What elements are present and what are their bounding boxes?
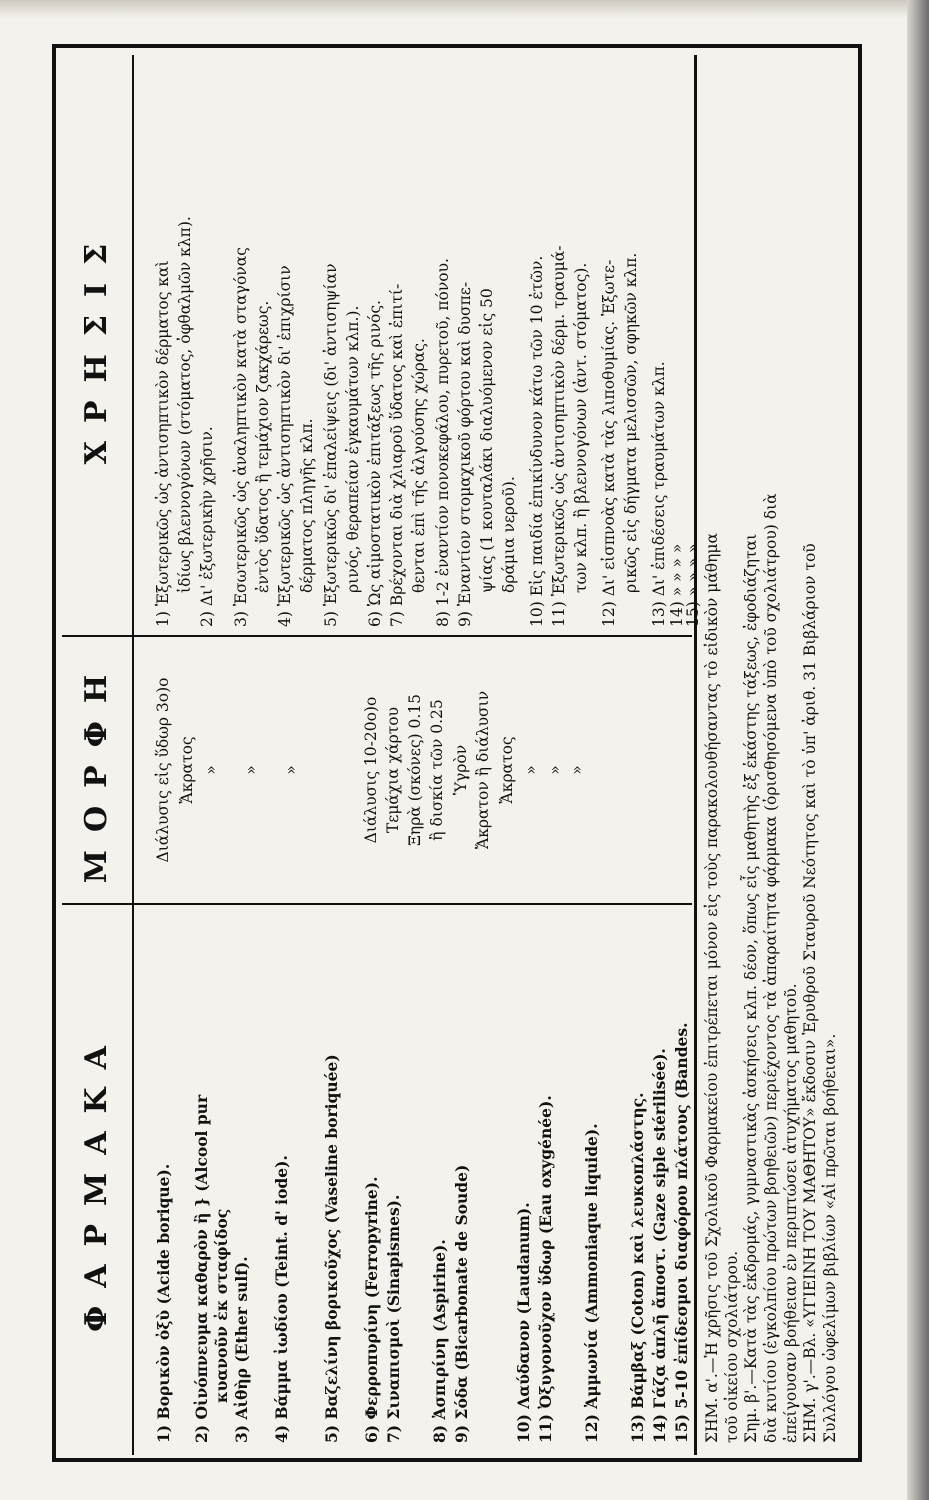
use-line: 12) Δι' εἰσπνοὰς κατὰ τὰς λιποθυμίας. Ἐξωτε- — [600, 259, 618, 627]
form-entry: Ἄκρατος — [178, 736, 196, 804]
medicine-line: 7) Σιναπισμοὶ (Sinapismes). — [384, 1194, 403, 1443]
use-line: 4) Ἐξωτερικῶς ὡς ἀντισηπτικὸν δι' ἐπιχρίσιν — [276, 265, 294, 627]
medicine-line: 5) Βαζελίνη βορικοῦχος (Vaseline boriquée) — [322, 1054, 341, 1443]
medicine-line: 6) Φερροπυρίνη (Ferropyrine). — [362, 1176, 381, 1443]
medicine-line: 14) Γάζα ἁπλῆ ἄποστ. (Gaze siple stérilisée). — [650, 1048, 669, 1443]
use-line: 10) Εἰς παιδία ἐπικίνδυνον κάτω τῶν 10 ἐτῶν. — [528, 255, 546, 627]
use-line: ρικῶς εἰς δήγματα μελισσῶν, σφηκῶν κλπ. — [622, 252, 640, 593]
medicine-line: 2) Οἰνόπνευμα καθαρὸν ἢ } (Alcool pur — [192, 1094, 211, 1443]
form-entry: Διάλυσις εἰς ὕδωρ 3ο)ο — [154, 677, 172, 863]
rotated-page — [62, 55, 852, 1455]
use-line: 9) Ἐναντίον στομαχικοῦ φόρτου καὶ δυσπε- — [456, 281, 474, 627]
medicine-line: 10) Λαύδανον (Laudanum). — [514, 1202, 533, 1443]
use-line: 3) Ἐσωτερικῶς ὡς ἀναληπτικὸν κατὰ σταγόνας — [232, 247, 250, 627]
use-line: ἰδίως βλεννογόνων (στόματος, ὀφθαλμῶν κλπ). — [176, 216, 194, 593]
use-line: 6) Ὡς αἱμοστατικὸν ἐπιτάξεως τῆς ρινός. — [366, 300, 384, 627]
note-line: ΣΗΜ. α'.—Ἡ χρῆσις τοῦ Σχολικοῦ Φαρμακείου ἐπιτρέπεται μόνον εἰς τοὺς παρακολουθήσαντας τὸ εἰδικὸν μάθημα — [703, 533, 721, 1443]
use-line: 8) 1-2 ἐναντίον πονοκεφάλου, πυρετοῦ, πόνου. — [434, 258, 452, 627]
medicine-line: κυανοῦν ἐκ σταφίδος — [212, 1208, 231, 1403]
header-medicines: ΦΑΡΜΑΚΑ — [79, 1028, 114, 1332]
medicine-line: 4) Βάμμα ἰωδίου (Teint. d' iode). — [272, 1155, 291, 1443]
notes-section — [694, 55, 852, 1455]
use-line: θενται ἐπὶ τῆς ἀλγούσης χώρας. — [410, 338, 428, 593]
form-entry: Ἄκρατος — [498, 736, 516, 804]
use-line: ἐντὸς ὕδατος ἢ τεμάχιον ζακχάρεως. — [254, 300, 272, 593]
use-line: 13) Δι' ἐπιδέσεις τραυμάτων κλπ. — [650, 361, 668, 627]
use-line: ρινός, θεραπείαν ἐγκαυμάτων κλπ.). — [344, 305, 362, 593]
form-entry: » — [546, 765, 564, 775]
use-line: 14) » » » » — [668, 543, 686, 627]
use-line: 1) Ἐξωτερικῶς ὡς ἀντισηπτικὸν δέρματος καὶ — [154, 260, 172, 627]
note-line: Συλλόγου ὠφελίμων βιβλίων «Αἱ πρῶται βοήθειαι». — [821, 1033, 840, 1443]
note-line: ἐπείγουσαν βοήθειαν ἐν περιπτώσει ἀτυχήματος μαθητοῦ. — [781, 983, 800, 1443]
medicine-line: 3) Αἰθὴρ (Ether sulf). — [232, 1256, 251, 1443]
form-entry: Τεμάχια χάρτου — [384, 706, 402, 834]
form-entry: Διάλυσις 10-20ο)ο — [362, 696, 380, 844]
form-entry: Ὑγρὸν — [452, 744, 470, 796]
scan-top-shading — [0, 0, 929, 18]
header-form: ΜΟΡΦΗ — [79, 656, 114, 884]
form-entry: Ἄκρατον ἢ διάλυσιν — [474, 690, 492, 850]
note-line: τοῦ οἰκείου σχολιάτρου. — [722, 1250, 741, 1443]
use-line: ψίας (1 κουταλάκι διαλυόμενον εἰς 50 — [478, 288, 496, 593]
medicine-line: 8) Ἀσπιρίνη (Aspirine). — [430, 1239, 449, 1443]
medicine-line: 9) Σόδα (Bicarbonate de Soude) — [452, 1164, 471, 1443]
use-line: δέρματος πληγῆς κλπ. — [298, 418, 316, 593]
note-line: ΣΗΜ. γ'.—Βλ. «ΥΓΙΕΙΝΗ ΤΟΥ ΜΑΘΗΤΟΥ» ἔκδοσιν Ἐρυθροῦ Σταυροῦ Νεότητος καὶ τὸ ὑπ' ἀριθ. 31 Βιβλάριον τοῦ — [801, 543, 820, 1443]
column-divider-2 — [62, 635, 692, 637]
form-entry: » — [568, 765, 586, 775]
form-entry: » — [282, 765, 300, 775]
form-entry: » — [202, 765, 220, 775]
header-row — [62, 55, 134, 1455]
medicine-line: 15) 5-10 ἐπίδεσμοι διαφόρου πλάτους (Bandes. — [672, 1022, 691, 1443]
medicine-line: 11) Ὀξυγονοῦχον ὕδωρ (Eau oxygénée). — [536, 1095, 555, 1443]
form-entry: Ξηρὰ (σκόνες) 0.15 — [406, 694, 424, 846]
use-line: 2) Δι' ἐξωτερικὴν χρῆσιν. — [198, 426, 216, 627]
note-line: Σημ. β'.—Κατὰ τὰς ἐκδρομάς, γυμναστικὰς ἀσκήσεις κλπ. δέον, ὅπως εἷς μαθητὴς ἐξ ἑκάστης τάξεως, ἐφοδιάζηται — [742, 533, 761, 1443]
note-line: διὰ κυτίου (ἐγκολπίου πρώτων βοηθειῶν) περιέχοντος τὰ ἀπαραίτητα φάρμακα (ὁρισθησόμενα ὑπὸ τοῦ σχολιάτρου) διὰ — [762, 493, 781, 1443]
scan-edge-shadow — [907, 0, 929, 1500]
header-uses: ΧΡΗΣΙΣ — [79, 225, 114, 465]
use-line: δράμια νεροῦ). — [500, 476, 518, 593]
medicine-line: 1) Βορικὸν ὀξὺ (Acide borique). — [154, 1163, 173, 1443]
use-line: 7) Βρέχονται διὰ χλιαροῦ ὕδατος καὶ ἐπιτί- — [388, 283, 406, 627]
use-line: 11) Ἐξωτερικῶς ὡς ἀντισηπτικὸν δέρμ. τραυμά- — [550, 245, 568, 627]
medicine-line: 13) Βάμβαξ (Coton) καὶ λευκοπλάστης. — [628, 1092, 647, 1443]
use-line: 15) » » » » — [684, 543, 702, 627]
use-line: 5) Ἐξωτερικῶς δι' ἐπαλείψεις (δι' ἀντισηψίαν — [322, 263, 340, 627]
form-entry: ἢ δισκία τῶν 0.25 — [428, 699, 446, 841]
form-entry: » — [242, 765, 260, 775]
use-line: των κλπ. ἢ βλεννογόνων (ἀντ. στόματος). — [572, 262, 590, 593]
medicine-line: 12) Ἀμμωνία (Ammoniaque liquide). — [582, 1123, 601, 1443]
column-divider-1 — [62, 903, 692, 905]
form-entry: » — [522, 765, 540, 775]
